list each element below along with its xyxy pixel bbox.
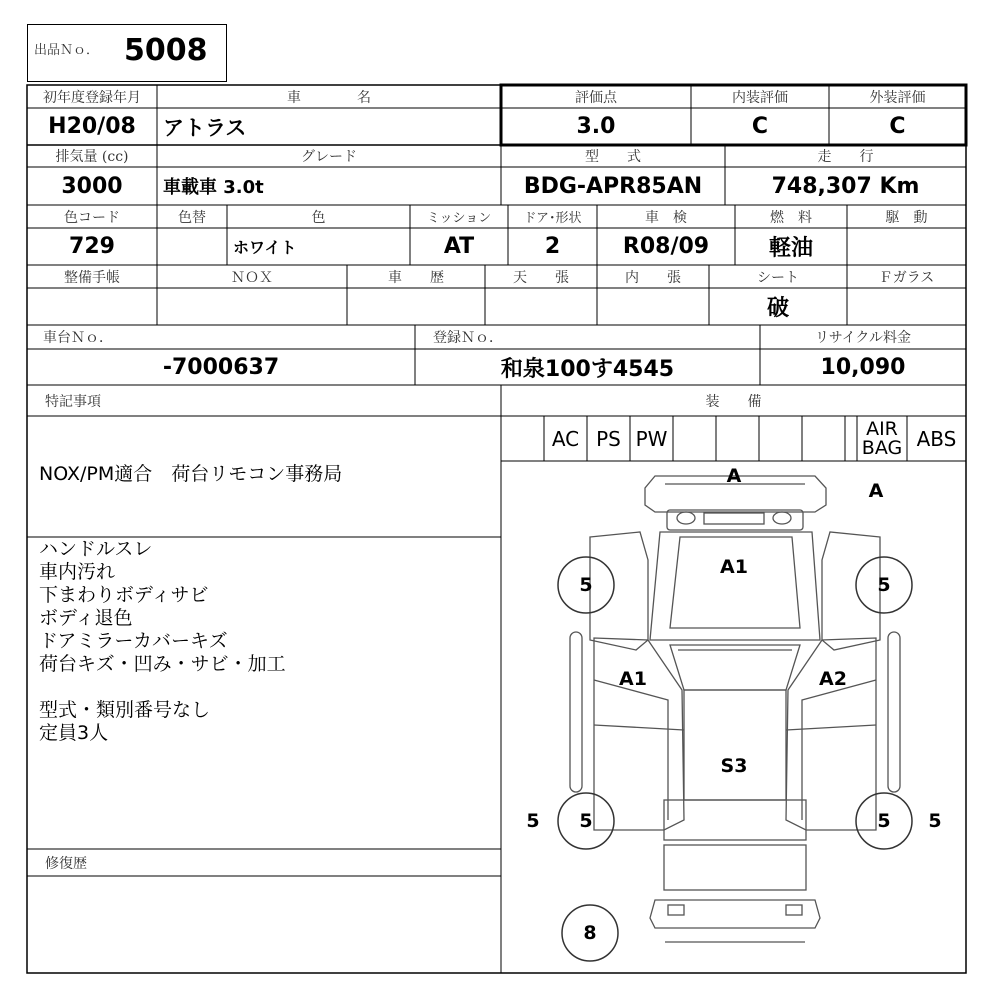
score-label: 評価点 <box>575 89 617 106</box>
interior-rating-value: C <box>751 114 769 139</box>
recycle-fee-label: リサイクル料金 <box>814 330 912 346</box>
vehicle-diagram <box>501 461 966 973</box>
notes-details: ハンドルスレ 車内汚れ 下まわりボディサビ ボディ退色 ドアミラーカバーキズ 荷台キズ・凹み・サビ・加工 型式・類別番号なし 定員3人 <box>39 538 286 744</box>
maintenance-record-label: 整備手帳 <box>64 269 120 286</box>
exterior-rating-label: 外装評価 <box>869 89 926 106</box>
vehicle-history-value <box>347 288 485 325</box>
mission-label: ミッション <box>426 211 492 226</box>
lot-number-label: 出品Ｎｏ． <box>34 43 100 58</box>
headliner-value <box>485 288 597 325</box>
car-name-label: 車 名 <box>287 89 371 106</box>
fuel-value: 軽油 <box>768 236 813 261</box>
mileage-value: 748,307 Km <box>771 173 920 199</box>
tire-spare: 8 <box>583 922 597 944</box>
equip-cell-1 <box>501 416 544 461</box>
mark-windshield: A1 <box>720 556 748 578</box>
drive-label: 駆 動 <box>885 209 928 226</box>
grade-label: グレード <box>301 149 357 165</box>
equip-pw: PW <box>635 426 668 451</box>
equip-cell-5 <box>673 416 716 461</box>
equip-cell-9 <box>845 416 857 461</box>
repair-history-label: 修復歴 <box>45 855 87 872</box>
equipment-label: 装 備 <box>705 393 762 410</box>
chassis-number-label: 車台Ｎｏ． <box>43 330 113 346</box>
front-glass-value <box>847 288 966 325</box>
mark-front: A <box>726 465 742 487</box>
color-code-label: 色コード <box>64 209 120 226</box>
displacement-value: 3000 <box>61 173 123 199</box>
color-code-value: 729 <box>69 234 115 259</box>
door-shape-value: 2 <box>544 234 561 259</box>
tire-rear-right-outer: 5 <box>928 810 942 832</box>
model-code-value: BDG-APR85AN <box>523 173 703 199</box>
model-code-label: 型 式 <box>585 149 641 165</box>
seat-label: シート <box>757 269 799 286</box>
interior-trim-value <box>597 288 709 325</box>
interior-rating-label: 内装評価 <box>732 89 788 106</box>
first-registration-label: 初年度登録年月 <box>43 89 141 106</box>
inspection-label: 車 検 <box>645 209 687 226</box>
color-change-value <box>157 228 227 265</box>
drive-value <box>847 228 966 265</box>
interior-trim-label: 内 張 <box>625 269 681 286</box>
nox-label: ＮＯＸ <box>231 269 273 286</box>
notes-label: 特記事項 <box>45 393 101 410</box>
tire-rear-left: 5 <box>579 810 593 832</box>
score-value: 3.0 <box>576 114 616 139</box>
mark-front-right: A <box>868 480 884 502</box>
lot-number-value: 5008 <box>124 33 208 68</box>
tire-front-right: 5 <box>877 574 891 596</box>
registration-number-label: 登録Ｎｏ． <box>433 330 503 346</box>
inspection-value: R08/09 <box>622 234 710 259</box>
color-change-label: 色替 <box>178 209 206 226</box>
mark-left-door: A1 <box>619 668 647 690</box>
first-registration-value: H20/08 <box>48 114 136 139</box>
equip-ps: PS <box>596 426 621 451</box>
equip-ac: AC <box>551 426 580 451</box>
door-shape-label: ドア･形状 <box>523 211 582 226</box>
mark-bed: S3 <box>720 755 748 777</box>
car-name-value: アトラス <box>163 115 247 140</box>
tire-rear-right: 5 <box>877 810 891 832</box>
nox-value <box>157 288 347 325</box>
equip-cell-8 <box>802 416 845 461</box>
mileage-label: 走 行 <box>817 149 874 165</box>
tire-front-left: 5 <box>579 574 593 596</box>
seat-value: 破 <box>766 296 789 321</box>
displacement-label: 排気量 (cc) <box>55 149 129 165</box>
recycle-fee-value: 10,090 <box>820 354 906 380</box>
fuel-label: 燃 料 <box>770 209 812 226</box>
equip-cell-7 <box>759 416 802 461</box>
equip-cell-6 <box>716 416 759 461</box>
tire-rear-left-outer: 5 <box>526 810 540 832</box>
grade-value: 車載車 3.0t <box>163 177 264 198</box>
notes-primary: NOX/PM適合 荷台リモコン事務局 <box>39 463 343 485</box>
vehicle-history-label: 車 歴 <box>388 269 444 286</box>
mission-value: AT <box>443 234 475 259</box>
color-value: ホワイト <box>233 238 297 257</box>
exterior-rating-value: C <box>889 114 906 139</box>
headliner-label: 天 張 <box>513 269 569 286</box>
equip-abs: ABS <box>916 426 957 451</box>
mark-right-door: A2 <box>819 668 847 690</box>
maintenance-record-value <box>27 288 157 325</box>
front-glass-label: Ｆガラス <box>878 269 935 286</box>
registration-number-value: 和泉100す4545 <box>500 356 675 382</box>
chassis-number-value: -7000637 <box>162 354 280 380</box>
color-label: 色 <box>311 209 326 226</box>
equip-airbag: AIR BAG <box>861 417 903 459</box>
